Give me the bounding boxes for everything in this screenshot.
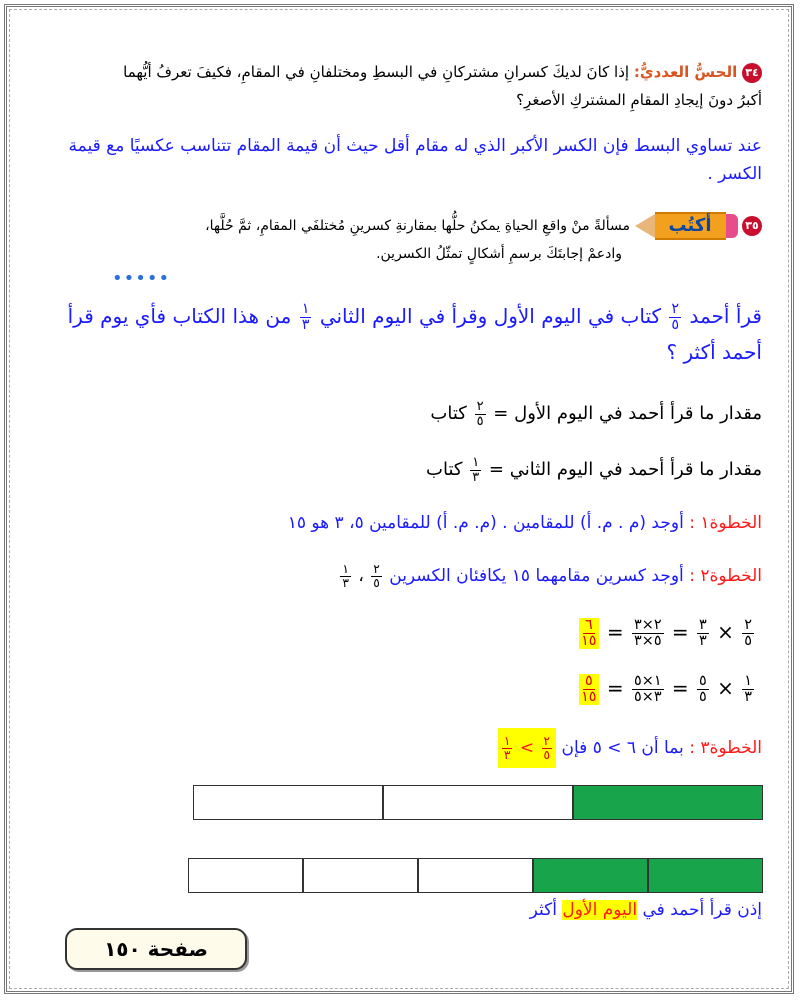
fraction: $\frac{٥}{٥}$ [699, 672, 707, 705]
fraction: $\frac{١}{٣}$ [472, 454, 480, 485]
answer-44 [37, 132, 762, 188]
day1-amount [430, 396, 762, 432]
step-text: أوجد كسرين مقامهما ١٥ يكافئان الكسرين [389, 566, 684, 586]
bar-segment [573, 785, 763, 820]
day2-label: مقدار ما قرأ أحمد في اليوم الثاني [509, 459, 762, 480]
problem-text-part3: من هذا الكتاب فأي يوم قرأ [67, 304, 292, 328]
step-label: الخطوة١ : [689, 513, 762, 533]
question-number-badge: ٣٥ [742, 216, 762, 236]
problem-text-part1: قرأ أحمد [689, 304, 762, 328]
step-2 [338, 558, 762, 594]
result-fraction: $\frac{٥}{١٥}$ [581, 672, 597, 705]
day2-amount [426, 452, 762, 488]
equals-sign: = [606, 620, 624, 644]
fraction: $\frac{١}{٣}$ [503, 733, 511, 762]
step-3 [498, 728, 762, 768]
fraction: $\frac{٣}{٣}$ [699, 616, 707, 649]
fraction: $\frac{٢}{٥}$ [671, 300, 680, 333]
question-text-line2: أكبرُ دونَ إيجادِ المقامِ المشتركِ الأصغرِ؟ [516, 91, 762, 109]
problem-text-line2: أحمد أكثر ؟ [666, 340, 762, 364]
step-text: بما أن ٦ > ٥ فإن [561, 738, 684, 758]
step-label: الخطوة٣ : [689, 738, 762, 758]
question-44 [42, 58, 762, 114]
equals-sign: = [488, 459, 505, 480]
equals-sign: = [671, 620, 689, 644]
equals-sign: = [671, 676, 689, 700]
page-number-label: صفحة ١٥٠ [104, 937, 208, 961]
fraction-bar-fifths [188, 858, 763, 893]
comparison [498, 728, 556, 768]
bar-segment [193, 785, 383, 820]
bar-segment [383, 785, 573, 820]
fraction: $\frac{١\times ٥}{٣\times ٥}$ [634, 672, 662, 705]
conclusion-text-part1: إذن قرأ أحمد في [642, 900, 762, 920]
conclusion-text-part2: أكثر [529, 900, 557, 920]
multiply-sign: × [717, 676, 734, 700]
fraction: $\frac{٢}{٥}$ [744, 616, 752, 649]
step-1 [288, 508, 762, 538]
dots-decoration: ••••• [112, 268, 171, 289]
calc-row-1 [577, 612, 756, 652]
problem-statement [32, 298, 762, 370]
fraction: $\frac{٢\times ٣}{٥\times ٣}$ [634, 616, 662, 649]
bar-segment [533, 858, 648, 893]
fraction: $\frac{١}{٣}$ [744, 672, 752, 705]
question-45 [42, 212, 762, 268]
conclusion [530, 896, 762, 924]
equals-sign: = [606, 676, 624, 700]
question-text-line1: مسألةً منْ واقعِ الحياةِ يمكنُ حلُّها بمقارنةِ كسرينِ مُختلفَي المقامِ، ثمَّ حُلَّها، [205, 218, 631, 234]
equals-sign: = [493, 403, 509, 424]
fraction: $\frac{١}{٣}$ [342, 561, 349, 590]
calc-row-2 [577, 668, 756, 708]
answer-line2: الكسر . [707, 164, 762, 184]
fraction-bar-thirds [193, 785, 763, 820]
result-fraction: $\frac{٦}{١٥}$ [581, 616, 597, 649]
step-label: الخطوة٢ : [689, 566, 762, 586]
fraction: $\frac{٢}{٥}$ [543, 733, 551, 762]
conclusion-highlight: اليوم الأول [562, 900, 638, 920]
fraction: $\frac{١}{٣}$ [301, 300, 310, 333]
bar-segment [648, 858, 763, 893]
day1-unit: كتاب [430, 403, 467, 424]
page-number-box [65, 928, 247, 970]
greater-than-sign: > [519, 738, 535, 758]
multiply-sign: × [717, 620, 734, 644]
problem-text-part2: كتاب في اليوم الأول وقرأ في اليوم الثاني [319, 304, 662, 328]
day1-label: مقدار ما قرأ أحمد في اليوم الأول [514, 403, 762, 424]
question-number-badge: ٣٤ [742, 63, 762, 83]
separator: ، [358, 566, 364, 586]
pencil-icon [635, 212, 738, 240]
question-text-line1: إذا كانَ لديكَ كسرانِ مشتركانِ في البسطِ ومختلفانِ في المقامِ، فكيفَ تعرفُ أيُّهما [123, 63, 630, 81]
fraction: $\frac{٢}{٥}$ [373, 561, 380, 590]
step-text: أوجد (م . م. أ) للمقامين . (م. م. أ) للمقامين ٥، ٣ هو ١٥ [287, 513, 684, 533]
bar-segment [188, 858, 303, 893]
bar-segment [303, 858, 418, 893]
pencil-label: أكتُب [655, 212, 726, 240]
question-heading: الحسُّ العدديُّ: [633, 63, 738, 81]
bar-segment [418, 858, 533, 893]
question-text-line2: وادعمْ إجابتَكَ برسمِ أشكالٍ تمثّلُ الكسرين. [376, 246, 622, 262]
fraction: $\frac{٢}{٥}$ [476, 398, 484, 429]
day2-unit: كتاب [426, 459, 463, 480]
answer-line1: عند تساوي البسط فإن الكسر الأكبر الذي له مقام أقل حيث أن قيمة المقام تتناسب عكسيًا مع قيمة [68, 136, 762, 156]
